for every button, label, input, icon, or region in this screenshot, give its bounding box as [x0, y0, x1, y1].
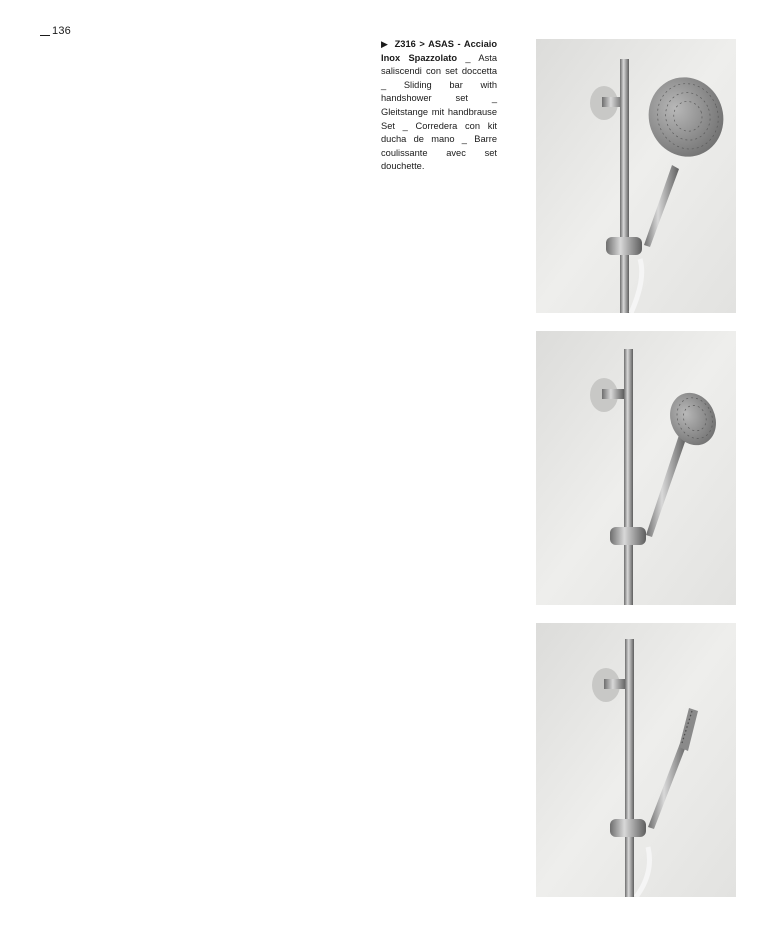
product-photo-small-handshower — [536, 331, 736, 605]
slider-holder — [606, 237, 642, 255]
wall-bracket-arm — [602, 389, 624, 399]
page-number-rule — [40, 35, 50, 36]
photo-background — [536, 331, 736, 605]
sliding-bar — [620, 59, 629, 313]
product-photo-large-handshower — [536, 39, 736, 313]
photo-background — [536, 623, 736, 897]
product-title: Z316 > ASAS - Acciaio Inox Spazzolato — [381, 39, 497, 63]
sliding-bar — [624, 349, 633, 605]
wall-bracket-arm — [604, 679, 626, 689]
slider-holder — [610, 819, 646, 837]
page-number — [40, 25, 71, 37]
product-photo-1-svg — [536, 39, 736, 313]
slider-holder — [610, 527, 646, 545]
page-number-text: 136 — [52, 25, 71, 37]
product-description-text: _ Asta saliscendi con set doccetta _ Sliding bar with handshower set _ Gleitstange mit handbrause Set _ Corredera con kit ducha de mano _ Barre coulissante avec set douchette. — [381, 52, 497, 172]
product-description — [381, 38, 497, 174]
photo-background — [536, 39, 736, 313]
product-photo-3-svg — [536, 623, 736, 897]
sliding-bar — [625, 639, 634, 897]
play-arrow-icon: ▶ — [381, 39, 389, 49]
product-photo-2-svg — [536, 331, 736, 605]
product-photo-stick-handshower — [536, 623, 736, 897]
